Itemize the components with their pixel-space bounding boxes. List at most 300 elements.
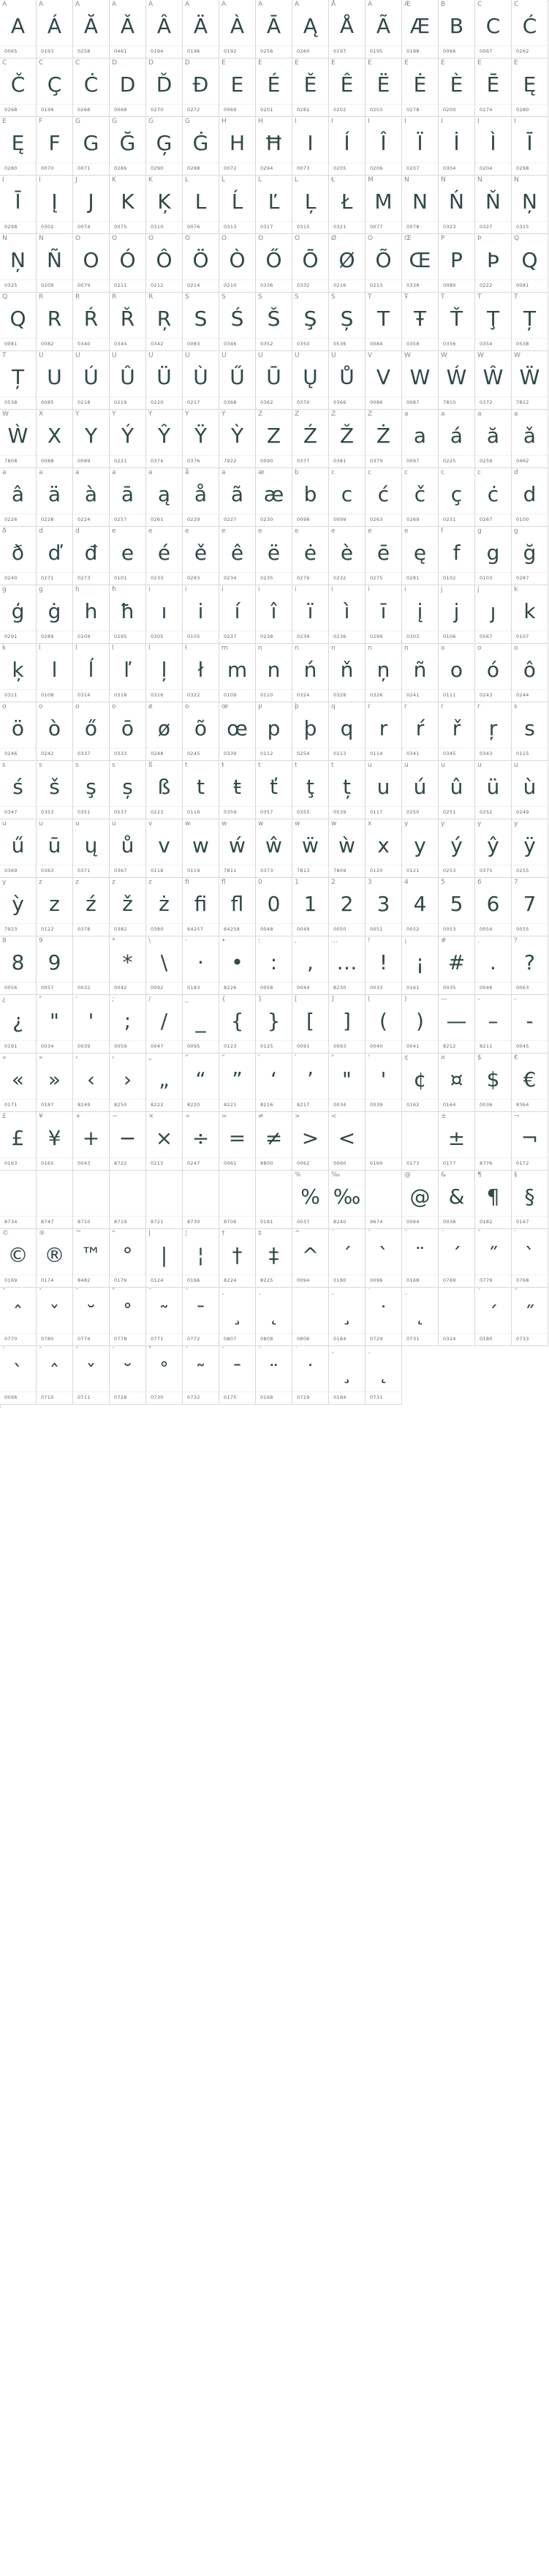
base-letter-label: Þ xyxy=(477,235,482,242)
code-point-label: 0261 xyxy=(151,517,164,522)
glyph-sample: ď xyxy=(48,541,61,565)
base-letter-label: = xyxy=(222,1113,227,1120)
glyph-sample: “ xyxy=(195,1067,206,1092)
base-letter-label: e xyxy=(112,527,116,535)
glyph-cell xyxy=(292,293,329,351)
glyph-sample: × xyxy=(155,1126,173,1150)
baseline-rule xyxy=(292,338,328,339)
base-letter-label: s xyxy=(39,762,42,769)
glyph-sample: Ẃ xyxy=(446,365,467,389)
code-point-label: 0227 xyxy=(224,517,237,522)
glyph-sample: " xyxy=(50,1009,59,1033)
glyph-sample: ( xyxy=(379,1009,387,1033)
base-letter-label: ’ xyxy=(295,1054,297,1062)
code-point-label: 0107 xyxy=(516,634,529,639)
glyph-sample: ´ xyxy=(451,1243,462,1267)
glyph-cell xyxy=(329,878,366,936)
glyph-sample: ˆ xyxy=(12,1302,23,1326)
glyph-sample: Ť xyxy=(450,307,463,331)
baseline-rule xyxy=(219,806,255,807)
baseline-rule xyxy=(366,104,401,105)
glyph-sample: ˛ xyxy=(378,1360,389,1384)
baseline-rule xyxy=(439,162,474,163)
glyph-sample: ¢ xyxy=(413,1067,427,1092)
code-point-label: 0053 xyxy=(443,926,456,932)
glyph-sample: ' xyxy=(380,1067,387,1092)
glyph-sample: ļ xyxy=(161,658,167,682)
glyph-sample: Q xyxy=(10,307,26,331)
glyph-cell xyxy=(256,176,292,234)
glyph-cell xyxy=(366,59,402,117)
glyph-sample: ] xyxy=(343,1009,351,1033)
glyph-cell xyxy=(366,351,402,410)
baseline-rule xyxy=(292,221,328,222)
base-letter-label: u xyxy=(477,762,482,769)
code-point-label: 0180 xyxy=(480,1336,493,1342)
code-point-label: 0215 xyxy=(151,1160,164,1166)
code-point-label: 7809 xyxy=(333,868,347,874)
glyph-cell xyxy=(73,234,110,293)
base-letter-label: A xyxy=(112,1,117,8)
code-point-label: 0074 xyxy=(77,224,91,230)
glyph-sample: ) xyxy=(416,1009,424,1033)
base-letter-label: ) xyxy=(404,996,407,1003)
glyph-cell xyxy=(110,527,146,585)
glyph-cell xyxy=(402,878,439,936)
code-point-label: 0375 xyxy=(480,868,493,874)
glyph-sample: Œ xyxy=(409,248,431,272)
glyph-sample: ē xyxy=(376,541,390,565)
glyph-cell xyxy=(110,59,146,117)
baseline-rule xyxy=(329,572,365,573)
base-letter-label: a xyxy=(148,469,153,476)
base-letter-label: ® xyxy=(39,1230,45,1237)
glyph-cell xyxy=(512,936,548,995)
code-point-label: 0058 xyxy=(260,985,273,991)
baseline-rule xyxy=(512,689,548,690)
base-letter-label: … xyxy=(331,937,338,945)
glyph-sample: ù xyxy=(523,775,537,799)
glyph-cell xyxy=(366,117,402,176)
base-letter-label: † xyxy=(222,1230,225,1237)
glyph-sample: Ġ xyxy=(192,131,209,155)
baseline-rule xyxy=(183,982,219,983)
base-letter-label: ‘ xyxy=(258,1054,260,1062)
glyph-sample: â xyxy=(11,482,25,506)
base-letter-label: ˜ xyxy=(185,1347,189,1354)
baseline-rule xyxy=(475,162,511,163)
baseline-rule xyxy=(439,1040,474,1041)
code-point-label: 0083 xyxy=(187,341,200,347)
glyph-sample: ¨ xyxy=(414,1243,425,1267)
baseline-rule xyxy=(329,279,365,280)
base-letter-label: E xyxy=(404,59,409,67)
code-point-label: 0032 xyxy=(77,985,91,991)
glyph-cell xyxy=(475,0,512,59)
glyph-sample: & xyxy=(448,1184,465,1209)
glyph-cell xyxy=(110,936,146,995)
base-letter-label: ” xyxy=(222,1054,225,1062)
glyph-sample: − xyxy=(118,1126,137,1150)
glyph-sample: ' xyxy=(88,1009,94,1033)
base-letter-label: d xyxy=(39,527,43,535)
base-letter-label: w xyxy=(222,820,227,827)
baseline-rule xyxy=(512,279,548,280)
glyph-sample: ˇ xyxy=(49,1302,60,1326)
base-letter-label: B xyxy=(441,1,446,8)
base-letter-label: a xyxy=(441,410,445,418)
code-point-label: 8482 xyxy=(77,1277,91,1283)
glyph-cell xyxy=(329,1346,366,1405)
code-point-label: 0258 xyxy=(77,48,91,54)
code-point-label: 0278 xyxy=(406,107,420,113)
baseline-rule xyxy=(402,45,438,46)
glyph-cell xyxy=(0,644,37,702)
code-point-label: 0082 xyxy=(41,341,54,347)
code-point-label: 0371 xyxy=(77,868,91,874)
glyph-sample: w xyxy=(192,833,209,857)
glyph-cell xyxy=(183,0,219,59)
glyph-sample: ¤ xyxy=(450,1067,463,1092)
code-point-label: 0302 xyxy=(41,224,54,230)
glyph-sample: ž xyxy=(122,892,133,916)
base-letter-label: Œ xyxy=(404,235,412,242)
code-point-label: 0730 xyxy=(151,1394,164,1400)
glyph-cell xyxy=(366,819,402,878)
glyph-cell xyxy=(146,468,183,527)
code-point-label: 0087 xyxy=(406,399,420,405)
glyph-sample: ˇ xyxy=(86,1360,96,1384)
code-point-label: 0326 xyxy=(370,692,383,698)
glyph-cell xyxy=(329,234,366,293)
glyph-cell xyxy=(0,468,37,527)
baseline-rule xyxy=(110,806,145,807)
baseline-rule xyxy=(512,162,548,163)
code-point-label: 0175 xyxy=(224,1394,237,1400)
glyph-cell xyxy=(292,468,329,527)
baseline-rule xyxy=(402,572,438,573)
baseline-rule xyxy=(183,45,219,46)
code-point-label: 0062 xyxy=(297,1160,310,1166)
glyph-cell xyxy=(512,1054,548,1112)
code-point-label: 0123 xyxy=(224,1043,237,1049)
base-letter-label: 7 xyxy=(514,879,518,886)
code-point-label: 0322 xyxy=(187,692,200,698)
glyph-sample: ţ xyxy=(306,775,314,799)
baseline-rule xyxy=(329,1157,365,1158)
base-letter-label: ° xyxy=(112,1230,116,1237)
base-letter-label: c xyxy=(404,469,408,476)
base-letter-label: $ xyxy=(477,1054,482,1062)
base-letter-label: ˙ xyxy=(368,1288,371,1296)
base-letter-label: @ xyxy=(404,1171,411,1179)
glyph-cell xyxy=(0,585,37,644)
code-point-label: 0241 xyxy=(406,692,420,698)
glyph-cell xyxy=(37,0,73,59)
base-letter-label: e xyxy=(258,527,262,535)
code-point-label: 0328 xyxy=(333,692,347,698)
base-letter-label: a xyxy=(39,469,43,476)
glyph-sample: ; xyxy=(124,1009,132,1033)
glyph-cell xyxy=(329,1171,366,1229)
baseline-rule xyxy=(73,1040,109,1041)
glyph-cell xyxy=(73,878,110,936)
baseline-rule xyxy=(292,1333,328,1334)
baseline-rule xyxy=(475,1040,511,1041)
glyph-cell xyxy=(329,936,366,995)
base-letter-label: U xyxy=(295,352,300,359)
code-point-label: 8217 xyxy=(297,1102,310,1108)
glyph-cell xyxy=(402,819,439,878)
base-letter-label: z xyxy=(148,879,152,886)
glyph-sample: > xyxy=(301,1126,319,1150)
baseline-rule xyxy=(73,1216,109,1217)
code-point-label: 0254 xyxy=(297,751,310,756)
code-point-label: 0069 xyxy=(224,107,237,113)
base-letter-label: M xyxy=(368,176,374,184)
glyph-cell xyxy=(73,468,110,527)
glyph-sample: æ xyxy=(263,482,284,506)
base-letter-label: u xyxy=(112,820,116,827)
baseline-rule xyxy=(512,572,548,573)
glyph-cell xyxy=(219,527,256,585)
code-point-label: 0244 xyxy=(516,692,529,698)
glyph-sample: Š xyxy=(267,307,281,331)
code-point-label: 0731 xyxy=(370,1394,383,1400)
base-letter-label: G xyxy=(185,118,190,125)
baseline-rule xyxy=(73,806,109,807)
code-point-label: 8222 xyxy=(151,1102,164,1108)
glyph-cell xyxy=(0,0,37,59)
base-letter-label: E xyxy=(258,59,262,67)
glyph-cell xyxy=(256,761,292,819)
base-letter-label: I xyxy=(2,176,4,184)
glyph-cell xyxy=(73,527,110,585)
base-letter-label: z xyxy=(112,879,116,886)
code-point-label: 0324 xyxy=(443,1336,456,1342)
baseline-rule xyxy=(183,162,219,163)
baseline-rule xyxy=(256,104,292,105)
baseline-rule xyxy=(439,572,474,573)
code-point-label: 0109 xyxy=(224,692,237,698)
glyph-sample: q xyxy=(340,716,354,740)
glyph-sample: D xyxy=(119,72,136,97)
glyph-cell xyxy=(183,410,219,468)
glyph-cell xyxy=(110,410,146,468)
glyph-sample: Ţ xyxy=(486,307,500,331)
glyph-sample: ˙ xyxy=(305,1360,316,1384)
baseline-rule xyxy=(0,982,36,983)
glyph-cell xyxy=(329,0,366,59)
baseline-rule xyxy=(366,689,401,690)
code-point-label: 0255 xyxy=(516,868,529,874)
glyph-sample: Ą xyxy=(303,14,318,38)
code-point-label: 0710 xyxy=(41,1394,54,1400)
base-letter-label: n xyxy=(258,645,262,652)
glyph-cell xyxy=(183,585,219,644)
base-letter-label: E xyxy=(441,59,445,67)
glyph-cell xyxy=(146,351,183,410)
code-point-label: 0222 xyxy=(480,282,493,288)
code-point-label: 0224 xyxy=(77,517,91,522)
code-point-label: 0315 xyxy=(297,224,310,230)
glyph-sample: Y xyxy=(84,424,98,448)
base-letter-label: t xyxy=(331,762,334,769)
glyph-sample: ẃ xyxy=(229,833,246,857)
glyph-cell xyxy=(512,1229,548,1288)
code-point-label: 7923 xyxy=(4,926,18,932)
base-letter-label: w xyxy=(331,820,337,827)
glyph-sample: Ö xyxy=(192,248,209,272)
base-letter-label: g xyxy=(2,586,7,593)
glyph-cell xyxy=(183,351,219,410)
baseline-rule xyxy=(366,806,401,807)
baseline-rule xyxy=(475,104,511,105)
code-point-label: 0091 xyxy=(297,1043,310,1049)
code-point-label: 0336 xyxy=(260,282,273,288)
code-point-label: 0116 xyxy=(187,809,200,815)
code-point-label: 8221 xyxy=(224,1102,237,1108)
base-letter-label: € xyxy=(514,1054,518,1062)
code-point-label: 0279 xyxy=(297,575,310,581)
base-letter-label: < xyxy=(331,1113,337,1120)
glyph-sample: # xyxy=(447,950,466,975)
baseline-rule xyxy=(73,572,109,573)
base-letter-label: O xyxy=(185,235,191,242)
glyph-sample: ó xyxy=(486,658,500,682)
glyph-sample: 6 xyxy=(486,892,500,916)
base-letter-label: d xyxy=(75,527,80,535)
glyph-sample xyxy=(292,1298,328,1330)
glyph-sample: Ģ xyxy=(156,131,173,155)
base-letter-label: ´ xyxy=(441,1230,444,1237)
code-point-label: 0117 xyxy=(370,809,383,815)
glyph-cell xyxy=(37,59,73,117)
code-point-label: 0096 xyxy=(370,1277,383,1283)
baseline-rule xyxy=(110,1157,145,1158)
baseline-rule xyxy=(512,338,548,339)
base-letter-label: ¯ xyxy=(185,1288,189,1296)
base-letter-label: d xyxy=(514,469,518,476)
glyph-sample: „ xyxy=(159,1067,170,1092)
glyph-sample: þ xyxy=(303,716,317,740)
glyph-sample: G xyxy=(83,131,99,155)
base-letter-label: z xyxy=(39,879,42,886)
glyph-sample: Ļ xyxy=(304,189,317,214)
code-point-label: 0358 xyxy=(406,341,420,347)
glyph-sample: \ xyxy=(160,950,168,975)
baseline-rule xyxy=(219,1099,255,1100)
glyph-cell xyxy=(402,995,439,1054)
baseline-rule xyxy=(402,1216,438,1217)
code-point-label: 0538 xyxy=(4,399,18,405)
base-letter-label: Ł xyxy=(331,176,336,184)
code-point-label: 0072 xyxy=(224,165,237,171)
baseline-rule xyxy=(37,1333,72,1334)
glyph-cell xyxy=(219,1112,256,1171)
baseline-rule xyxy=(402,1040,438,1041)
baseline-rule xyxy=(37,338,72,339)
glyph-cell xyxy=(37,351,73,410)
glyph-cell xyxy=(256,527,292,585)
baseline-rule xyxy=(512,1099,548,1100)
glyph-sample: ť xyxy=(270,775,278,799)
glyph-sample: * xyxy=(122,950,133,975)
glyph-sample: ă xyxy=(486,424,500,448)
glyph-cell xyxy=(402,1288,439,1346)
glyph-sample: à xyxy=(84,482,98,506)
glyph-cell xyxy=(110,1171,146,1229)
baseline-rule xyxy=(329,1216,365,1217)
base-letter-label: " xyxy=(331,1054,335,1062)
code-point-label: 0114 xyxy=(370,751,383,756)
glyph-sample: Ā xyxy=(266,14,281,38)
glyph-cell xyxy=(37,234,73,293)
glyph-sample: ˙ xyxy=(378,1302,389,1326)
base-letter-label: Q xyxy=(2,293,8,301)
baseline-rule xyxy=(110,455,145,456)
base-letter-label: y xyxy=(514,820,518,827)
baseline-rule xyxy=(366,572,401,573)
baseline-rule xyxy=(366,982,401,983)
baseline-rule xyxy=(183,806,219,807)
glyph-sample: Í xyxy=(344,131,350,155)
glyph-sample: ā xyxy=(121,482,135,506)
baseline-rule xyxy=(256,1333,292,1334)
glyph-cell xyxy=(439,936,475,995)
code-point-label: 0733 xyxy=(516,1336,529,1342)
glyph-sample: Ì xyxy=(490,131,496,155)
glyph-sample xyxy=(73,1181,109,1213)
glyph-cell xyxy=(219,234,256,293)
baseline-rule xyxy=(0,1040,36,1041)
base-letter-label: ¥ xyxy=(39,1113,43,1120)
glyph-cell xyxy=(73,936,110,995)
code-point-label: 0274 xyxy=(480,107,493,113)
code-point-label: 8734 xyxy=(4,1219,18,1225)
baseline-rule xyxy=(256,1099,292,1100)
base-letter-label: ¢ xyxy=(404,1054,409,1062)
base-letter-label: U xyxy=(185,352,190,359)
code-point-label: 0203 xyxy=(370,107,383,113)
glyph-cell xyxy=(402,1171,439,1229)
glyph-sample: _ xyxy=(195,1009,206,1033)
baseline-rule xyxy=(219,572,255,573)
code-point-label: 0167 xyxy=(516,1219,529,1225)
glyph-cell xyxy=(146,1171,183,1229)
glyph-cell xyxy=(110,0,146,59)
code-point-label: 0236 xyxy=(333,634,347,639)
glyph-cell xyxy=(73,1346,110,1405)
base-letter-label: ] xyxy=(331,996,334,1003)
code-point-label: 0282 xyxy=(297,107,310,113)
glyph-sample: ñ xyxy=(413,658,427,682)
baseline-rule xyxy=(0,689,36,690)
glyph-sample: ų xyxy=(84,833,98,857)
baseline-rule xyxy=(183,923,219,924)
glyph-sample: Ĺ xyxy=(231,189,243,214)
glyph-cell xyxy=(0,117,37,176)
glyph-cell xyxy=(256,1288,292,1346)
base-letter-label: a xyxy=(514,410,518,418)
glyph-sample: ģ xyxy=(11,599,25,623)
base-letter-label: O xyxy=(258,235,264,242)
base-letter-label: U xyxy=(148,352,154,359)
glyph-sample: Ū xyxy=(266,365,281,389)
base-letter-label: ¸ xyxy=(331,1347,335,1354)
glyph-sample: õ xyxy=(194,716,208,740)
code-point-label: 0121 xyxy=(406,868,420,874)
